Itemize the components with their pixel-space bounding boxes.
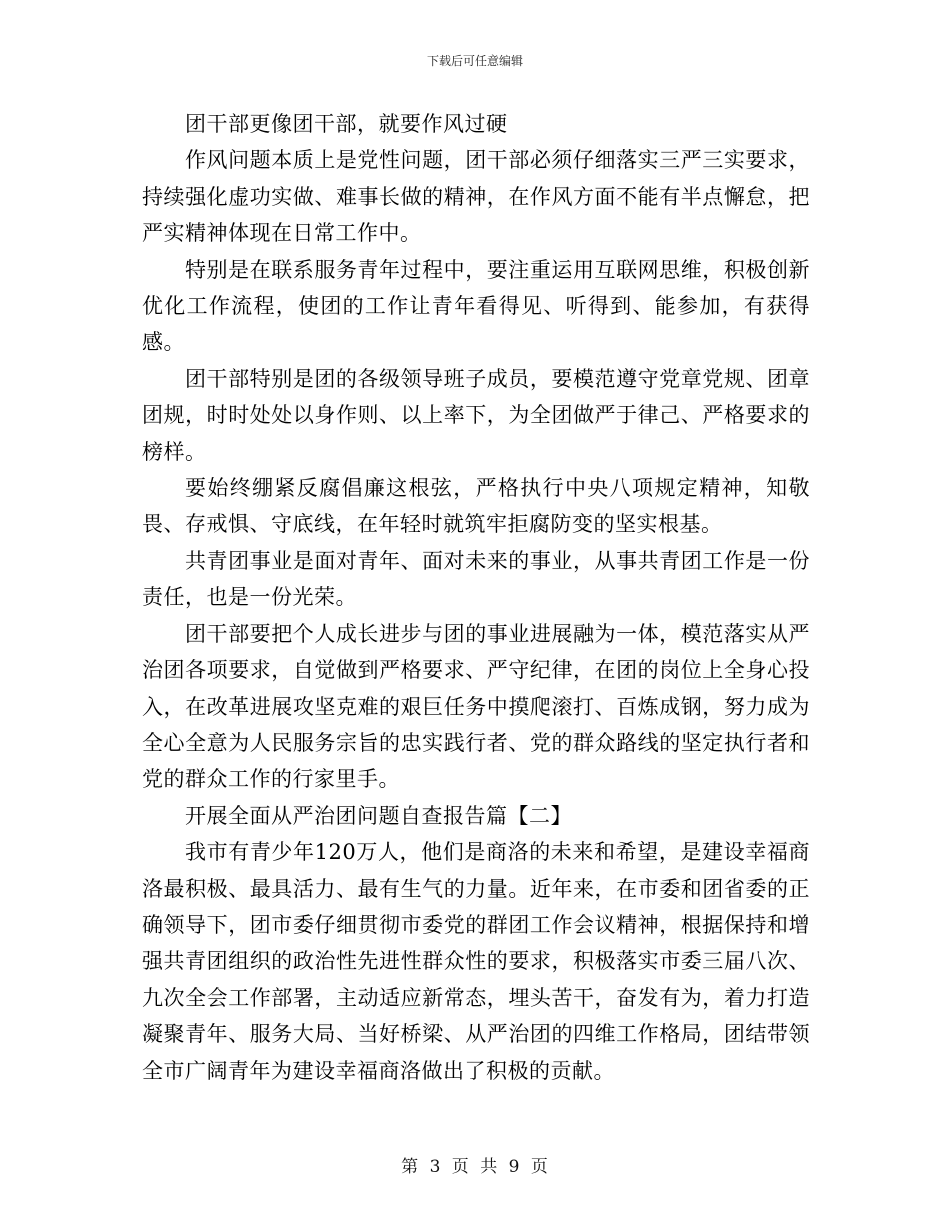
section-title: 团干部更像团干部，就要作风过硬 bbox=[185, 112, 508, 136]
body-paragraph: 特别是在联系服务青年过程中，要注重运用互联网思维，积极创新优化工作流程，使团的工作让青年看得见、听得到、能参加，有获得感。 bbox=[142, 257, 810, 355]
body-paragraph: 我市有青少年120万人，他们是商洛的未来和希望，是建设幸福商洛最积极、最具活力、最有生气的力量。近年来，在市委和团省委的正确领导下，团市委仔细贯彻市委党的群团工作会议精神，根据保持和增强共青团组织的政治性先进性群众性的要求，积极落实市委三届八次、九次全会工作部署，主动适应新常态，埋头苦干，奋发有为，着力打造凝聚青年、服务大局、当好桥梁、从严治团的四维工作格局，团结带领全市广阔青年为建设幸福商洛做出了积极的贡献。 bbox=[142, 840, 810, 1083]
section-title: 开展全面从严治团问题自查报告篇【二】 bbox=[185, 803, 572, 828]
body-paragraph: 作风问题本质上是党性问题，团干部必须仔细落实三严三实要求，持续强化虚功实做、难事长做的精神，在作风方面不能有半点懈怠，把严实精神体现在日常工作中。 bbox=[142, 148, 810, 246]
body-paragraph: 团干部要把个人成长进步与团的事业进展融为一体，模范落实从严治团各项要求，自觉做到严格要求、严守纪律，在团的岗位上全身心投入，在改革进展攻坚克难的艰巨任务中摸爬滚打、百炼成钢，努力成为全心全意为人民服务宗旨的忠实践行者、党的群众路线的坚定执行者和党的群众工作的行家里手。 bbox=[142, 621, 810, 792]
body-paragraph: 团干部特别是团的各级领导班子成员，要模范遵守党章党规、团章团规，时时处处以身作则、以上率下，为全团做严于律己、严格要求的榜样。 bbox=[142, 366, 810, 464]
body-paragraph: 要始终绷紧反腐倡廉这根弦，严格执行中央八项规定精神，知敬畏、存戒惧、守底线，在年轻时就筑牢拒腐防变的坚实根基。 bbox=[142, 476, 810, 537]
body-paragraph: 共青团事业是面对青年、面对未来的事业，从事共青团工作是一份责任，也是一份光荣。 bbox=[142, 548, 810, 610]
document-body bbox=[142, 106, 810, 1089]
page-header-note: 下载后可任意编辑 bbox=[426, 54, 523, 68]
page-number: 第 3 页 共 9 页 bbox=[401, 1157, 549, 1177]
